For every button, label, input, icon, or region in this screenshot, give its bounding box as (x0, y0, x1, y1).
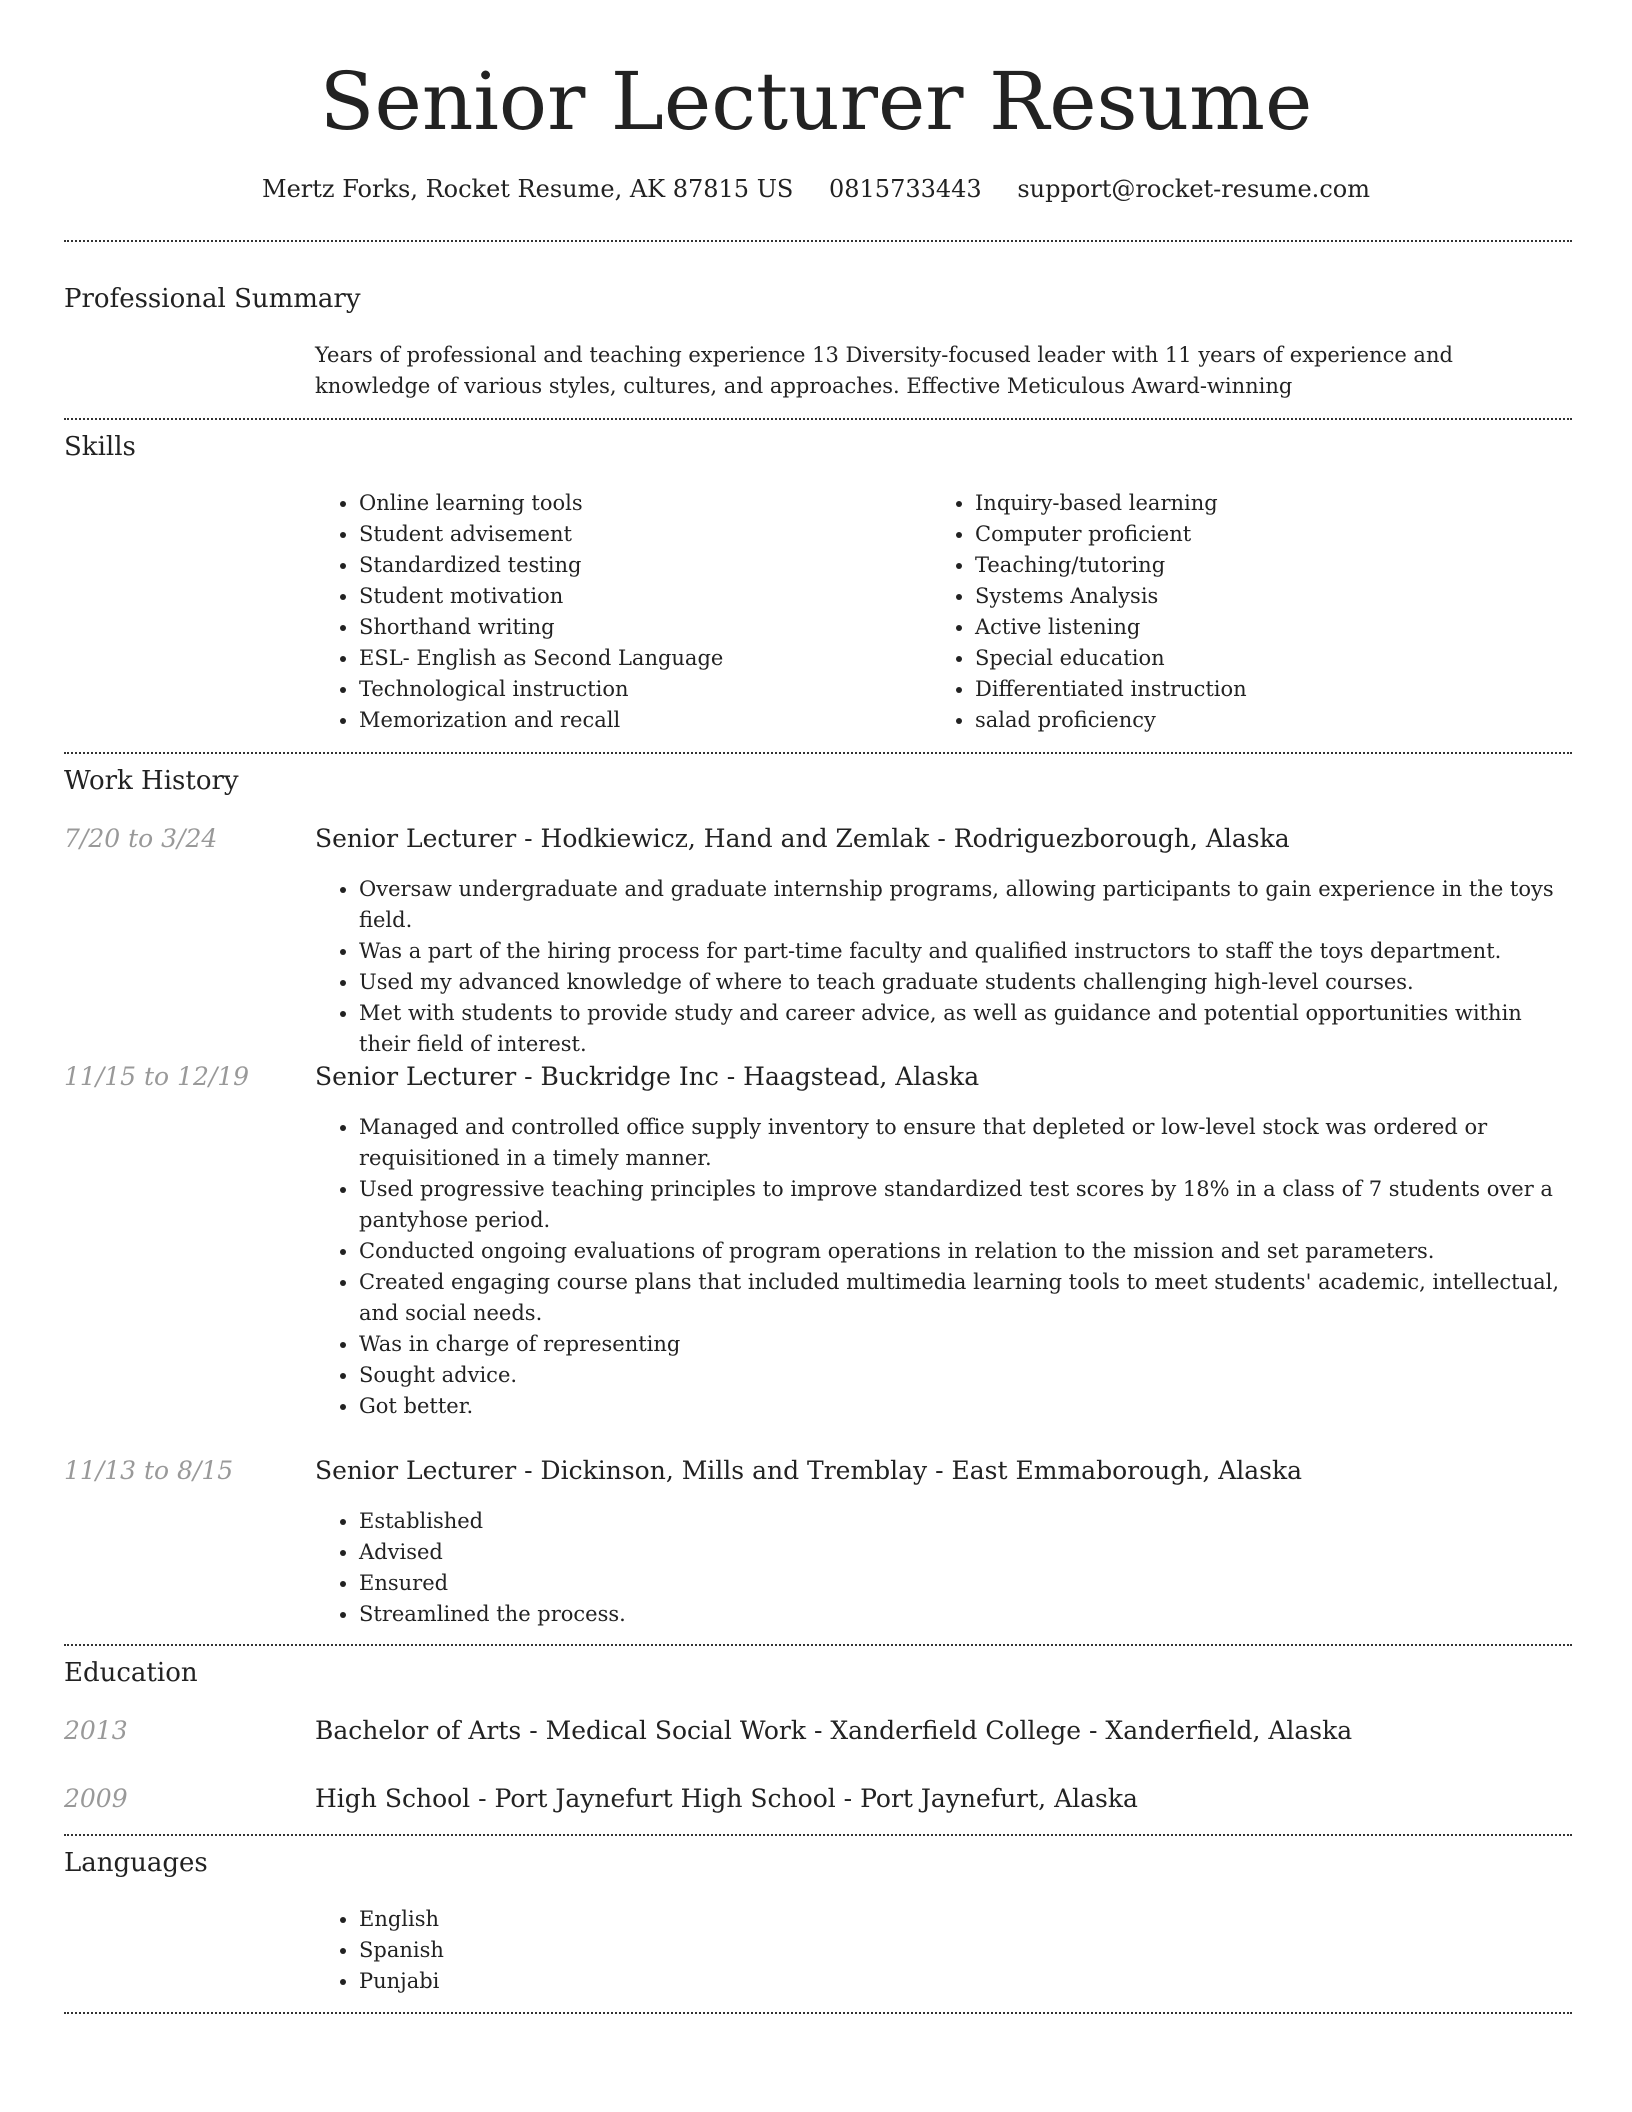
work-heading: Work History (64, 766, 239, 796)
skill-item: • Computer proficient (975, 519, 1575, 550)
education-heading: Education (64, 1658, 198, 1688)
job-bullet: • Oversaw undergraduate and graduate internship programs, allowing participants to gain experience in the toys field. (359, 874, 1572, 936)
skills-heading: Skills (64, 432, 136, 462)
job-bullet: • Managed and controlled office supply inventory to ensure that depleted or low-level stock was ordered or requisitioned in a timely manner. (359, 1112, 1572, 1174)
contact-phone: 0815733443 (829, 175, 982, 203)
job-bullet: • Sought advice. (359, 1360, 1572, 1391)
skill-item: • Systems Analysis (975, 581, 1575, 612)
skill-item: • Online learning tools (359, 488, 919, 519)
job-dates: 7/20 to 3/24 (64, 824, 218, 853)
contact-address: Mertz Forks, Rocket Resume, AK 87815 US (262, 175, 794, 203)
education-year: 2013 (64, 1716, 128, 1745)
language-item: • Spanish (359, 1935, 959, 1966)
education-entry: Bachelor of Arts - Medical Social Work - Xanderfield College - Xanderfield, Alaska (315, 1716, 1353, 1745)
job-bullet: • Established (359, 1506, 1572, 1537)
job-title: Senior Lecturer - Dickinson, Mills and Tremblay - East Emmaborough, Alaska (315, 1456, 1303, 1485)
divider (64, 418, 1572, 420)
skill-item: • Inquiry-based learning (975, 488, 1575, 519)
job-bullet: • Advised (359, 1537, 1572, 1568)
job-dates: 11/15 to 12/19 (64, 1062, 250, 1091)
job-bullet: • Was a part of the hiring process for part-time faculty and qualified instructors to staff the toys department. (359, 936, 1572, 967)
contact-email[interactable]: support@rocket-resume.com (1017, 175, 1370, 203)
job-bullet: • Streamlined the process. (359, 1599, 1572, 1630)
job-bullet: • Created engaging course plans that included multimedia learning tools to meet students' academic, intellectual, and social needs. (359, 1267, 1572, 1329)
skill-item: • Special education (975, 643, 1575, 674)
summary-heading: Professional Summary (64, 284, 361, 314)
skills-list-left (315, 488, 919, 736)
skill-item: • Differentiated instruction (975, 674, 1575, 705)
job-dates: 11/13 to 8/15 (64, 1456, 234, 1485)
language-item: • English (359, 1904, 959, 1935)
skill-item: • Technological instruction (359, 674, 919, 705)
divider (64, 1644, 1572, 1646)
divider (64, 1834, 1572, 1836)
divider (64, 240, 1572, 242)
skill-item: • Student motivation (359, 581, 919, 612)
job-bullet: • Got better. (359, 1391, 1572, 1422)
skill-item: • Memorization and recall (359, 705, 919, 736)
language-item: • Punjabi (359, 1966, 959, 1997)
skill-item: • salad proficiency (975, 705, 1575, 736)
contact-line (0, 172, 1632, 206)
job-bullets (315, 874, 1572, 1060)
skill-item: • ESL- English as Second Language (359, 643, 919, 674)
job-title: Senior Lecturer - Buckridge Inc - Haagstead, Alaska (315, 1062, 980, 1091)
skill-item: • Active listening (975, 612, 1575, 643)
job-bullet: • Used my advanced knowledge of where to teach graduate students challenging high-level courses. (359, 967, 1572, 998)
languages-list (315, 1904, 959, 1997)
job-bullets (315, 1112, 1572, 1422)
job-bullets (315, 1506, 1572, 1630)
job-bullet: • Used progressive teaching principles to improve standardized test scores by 18% in a class of 7 students over a pantyhose period. (359, 1174, 1572, 1236)
skill-item: • Student advisement (359, 519, 919, 550)
job-bullet: • Was in charge of representing (359, 1329, 1572, 1360)
skill-item: • Teaching/tutoring (975, 550, 1575, 581)
divider (64, 2012, 1572, 2014)
divider (64, 752, 1572, 754)
job-bullet: • Met with students to provide study and career advice, as well as guidance and potential opportunities within their field of interest. (359, 998, 1572, 1060)
languages-heading: Languages (64, 1848, 208, 1878)
education-year: 2009 (64, 1784, 128, 1813)
resume-title: Senior Lecturer Resume (319, 55, 1313, 148)
skill-item: • Standardized testing (359, 550, 919, 581)
education-entry: High School - Port Jaynefurt High School - Port Jaynefurt, Alaska (315, 1784, 1138, 1813)
job-bullet: • Ensured (359, 1568, 1572, 1599)
skills-list-right (931, 488, 1575, 736)
job-bullet: • Conducted ongoing evaluations of program operations in relation to the mission and set parameters. (359, 1236, 1572, 1267)
job-title: Senior Lecturer - Hodkiewicz, Hand and Zemlak - Rodriguezborough, Alaska (315, 824, 1290, 853)
summary-text: Years of professional and teaching experience 13 Diversity-focused leader with 11 years of experience and knowledge of various styles, cultures, and approaches. Effective Meticulous Award-winning (315, 343, 1453, 398)
skill-item: • Shorthand writing (359, 612, 919, 643)
